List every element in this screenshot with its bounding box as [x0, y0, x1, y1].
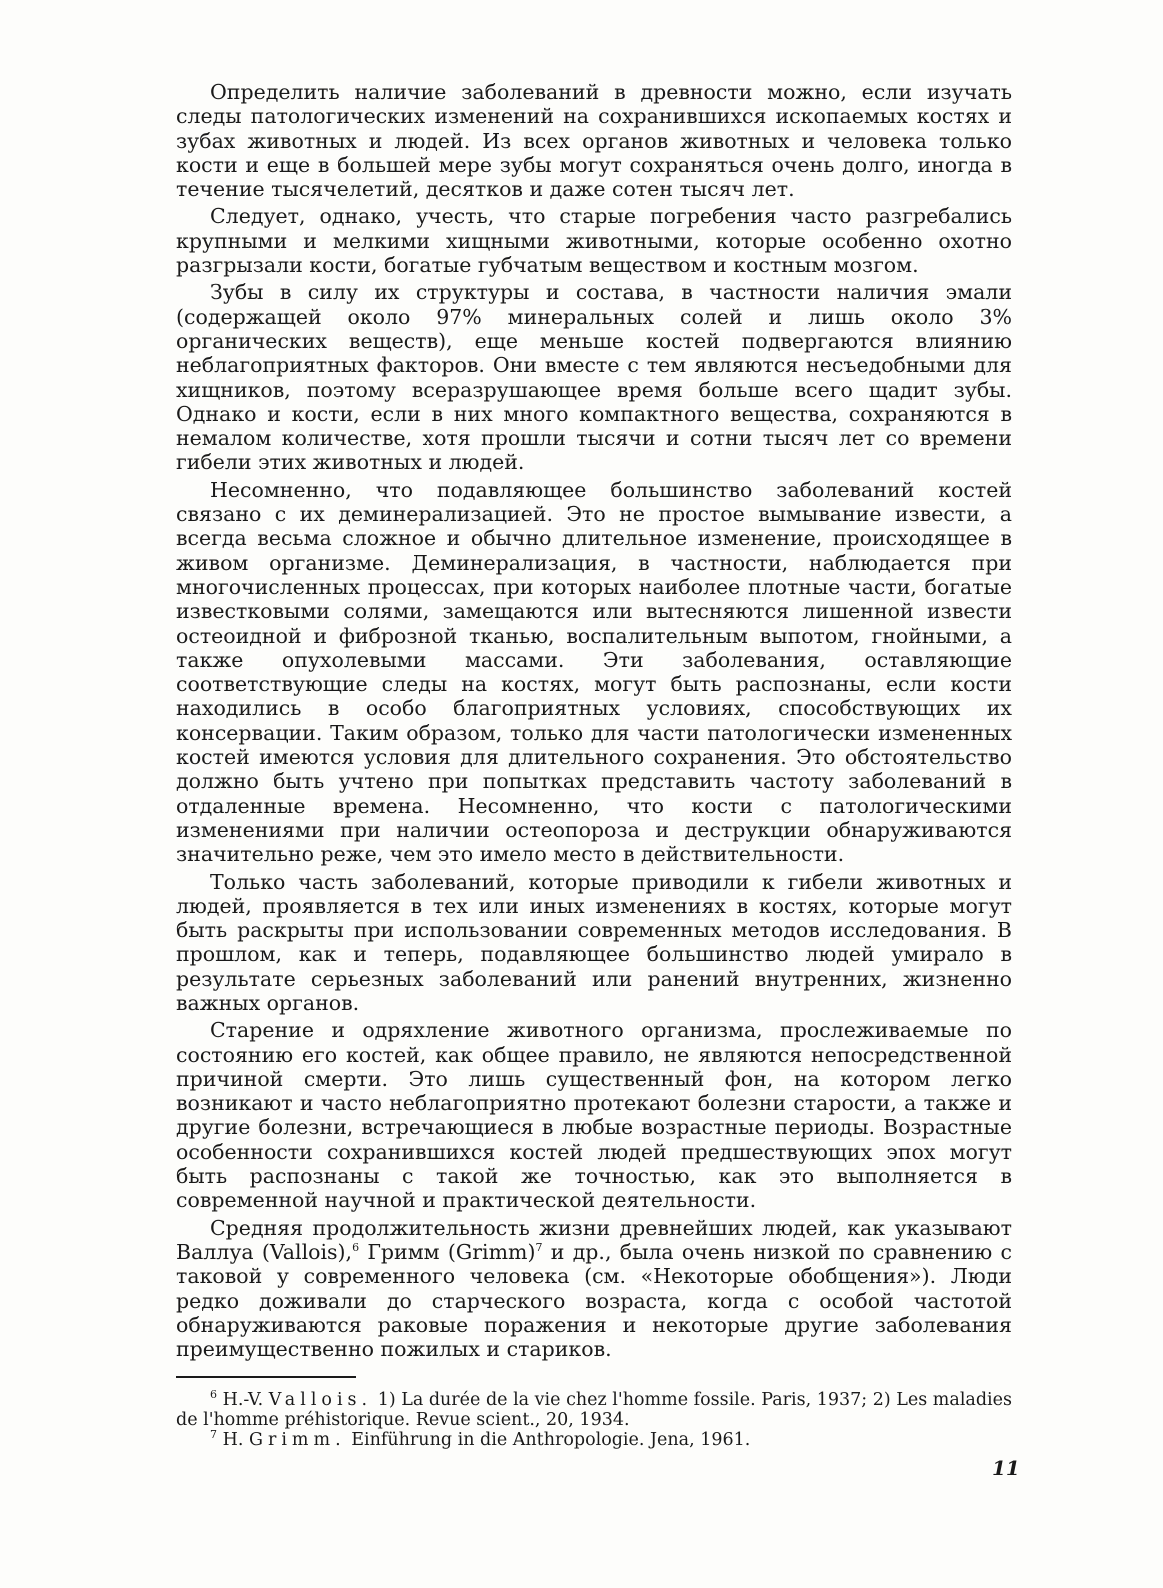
footnotes [176, 1390, 1012, 1450]
paragraph-2: Следует, однако, учесть, что старые погребения часто разгребались крупными и мелкими хищными животными, которые особенно охотно разгрызали кости, богатые губчатым веществом и костным мозгом. [176, 204, 1012, 278]
paragraph-6: Старение и одряхление животного организма, прослеживаемые по состоянию его костей, как общее правило, не являются непосредственной причиной смерти. Это лишь существенный фон, на котором легко возникают и часто неблагоприятно протекают болезни старости, а также и другие болезни, встречающиеся в любые возрастные периоды. Возрастные особенности сохранившихся костей людей предшествующих эпох могут быть распознаны с такой же точностью, как это выполняется в современной научной и практической деятельности. [176, 1018, 1012, 1213]
footnote-author-surname: Vallois. [268, 1390, 373, 1410]
footnote-author-initials: H.-V. [222, 1390, 264, 1410]
paragraph-5: Только часть заболеваний, которые приводили к гибели животных и людей, проявляется в тех или иных изменениях в костях, которые могут быть раскрыты при использовании современных методов исследования. В прошлом, как и теперь, подавляющее большинство людей умирало в результате серьезных заболеваний или ранений внутренних, жизненно важных органов. [176, 869, 1012, 1015]
paragraph-7-part1: Средняя продолжительность жизни древнейших людей, как указывают Валлуа (Vallois), [176, 1215, 1012, 1264]
paragraph-7 [176, 1216, 1012, 1362]
footnote-ref-6: 6 [352, 1241, 360, 1255]
footnote-7 [176, 1430, 1012, 1450]
page-number: 11 [992, 1456, 1020, 1480]
footnote-ref-7: 7 [535, 1241, 543, 1255]
footnote-author-initials: H. [222, 1430, 244, 1450]
main-text [176, 80, 1012, 1364]
paragraph-3: Зубы в силу их структуры и состава, в частности наличия эмали (содержащей около 97% минеральных солей и лишь около 3% органических веществ), еще меньше костей подвергаются влиянию неблагоприятных факторов. Они вместе с тем являются несъедобными для хищников, поэтому всеразрушающее время больше всего щадит зубы. Однако и кости, если в них много компактного вещества, сохраняются в немалом количестве, хотя прошли тысячи и сотни тысяч лет со времени гибели этих животных и людей. [176, 280, 1012, 475]
footnote-number: 6 [210, 1388, 217, 1402]
footnote-number: 7 [210, 1428, 217, 1442]
footnote-6 [176, 1390, 1012, 1430]
footnote-text: 1) La durée de la vie chez l'homme fossile. Paris, 1937; 2) Les maladies de l'homme préhistorique. Revue scient., 20, 1934. [176, 1390, 1012, 1430]
footnote-separator [176, 1376, 356, 1378]
paragraph-4: Несомненно, что подавляющее большинство заболеваний костей связано с их деминерализацией. Это не простое вымывание извести, а всегда весьма сложное и обычно длительное изменение, происходящее в живом организме. Деминерализация, в частности, наблюдается при многочисленных процессах, при которых наиболее плотные части, богатые известковыми солями, замещаются или вытесняются лишенной извести остеоидной и фиброзной тканью, воспалительным выпотом, гнойными, а также опухолевыми массами. Эти заболевания, оставляющие соответствующие следы на костях, могут быть распознаны, если кости находились в особо благоприятных условиях, способствующих их консервации. Таким образом, только для части патологически измененных костей имеются условия для длительного сохранения. Это обстоятельство должно быть учтено при попытках представить частоту заболеваний в отдаленные времена. Несомненно, что кости с патологическими изменениями при наличии остеопороза и деструкции обнаруживаются значительно реже, чем это имело место в действительности. [176, 477, 1012, 867]
footnote-text: Einführung in die Anthropologie. Jena, 1961. [351, 1430, 751, 1450]
paragraph-1: Определить наличие заболеваний в древности можно, если изучать следы патологических изменений на сохранившихся ископаемых костях и зубах животных и людей. Из всех органов животных и человека только кости и еще в большей мере зубы могут сохраняться очень долго, иногда в течение тысячелетий, десятков и даже сотен тысяч лет. [176, 80, 1012, 202]
paragraph-7-part3: и др., была очень низкой по сравнению с таковой у современного человека (см. «Некоторые обобщения»). Люди редко доживали до старческого возраста, когда с особой частотой обнаруживаются раковые поражения и некоторые другие заболевания преимущественно пожилых и стариков. [176, 1239, 1012, 1362]
footnote-author-surname: Grimm. [248, 1430, 346, 1450]
paragraph-7-part2: Гримм (Grimm) [359, 1239, 536, 1264]
